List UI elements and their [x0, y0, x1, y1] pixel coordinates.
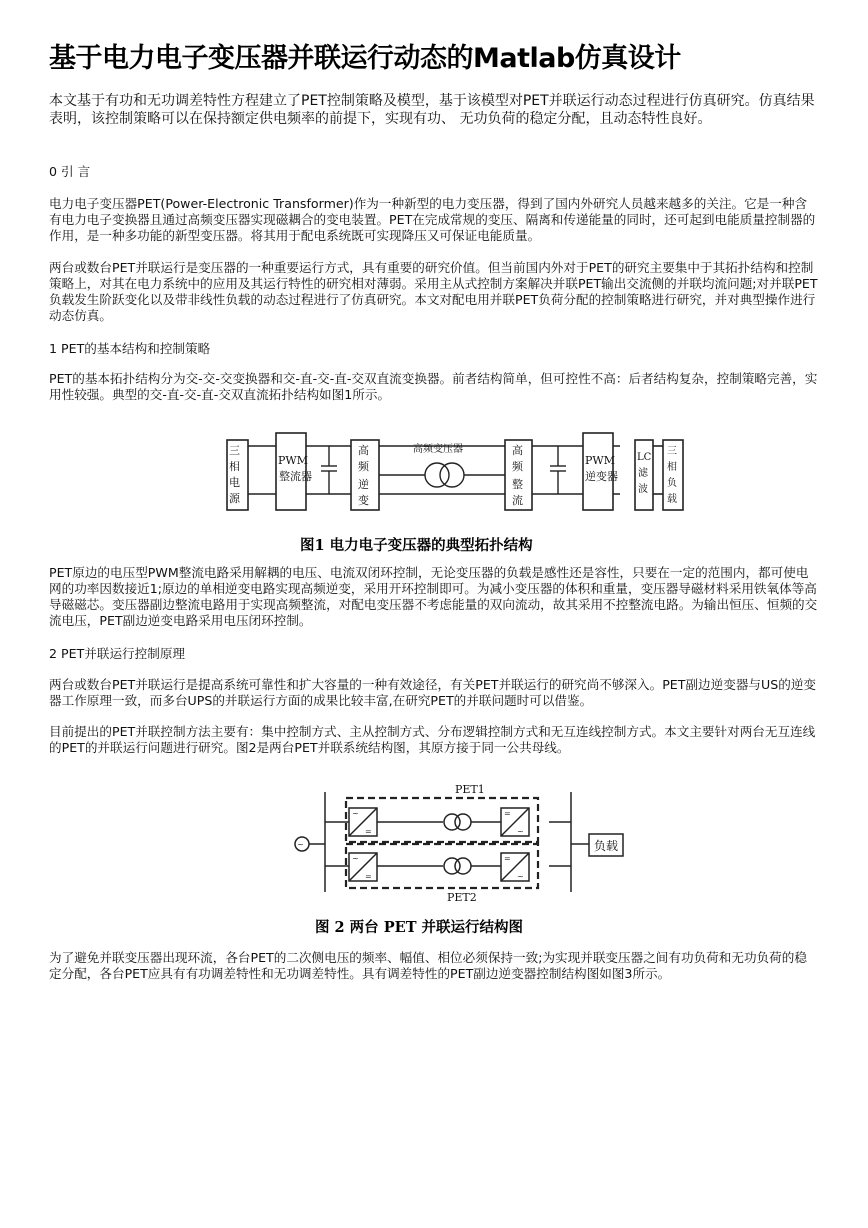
page-title: 基于电力电子变压器并联运行动态的Matlab仿真设计	[49, 43, 681, 74]
svg-text:电: 电	[229, 476, 240, 489]
svg-text:源: 源	[229, 492, 240, 505]
svg-text:PWM: PWM	[585, 454, 615, 467]
svg-text:~: ~	[297, 840, 304, 849]
svg-text:滤: 滤	[638, 468, 648, 479]
svg-text:PWM: PWM	[278, 454, 308, 467]
abstract: 本文基于有功和无功调差特性方程建立了PET控制策略及模型，基于该模型对PET并联运行动态过程进行仿真研究。仿真结果表明，该控制策略可以在保持额定供电频率的前提下，实现有功、 无功负荷的稳定分配，且动态特性良好。	[49, 93, 815, 127]
section2-heading: 2 PET并联运行控制原理	[49, 646, 186, 661]
svg-text:~: ~	[517, 827, 524, 836]
svg-text:~: ~	[352, 809, 359, 818]
svg-text:流: 流	[512, 494, 523, 507]
pet2-label: PET2	[447, 891, 477, 904]
intro-paragraph-2: 两台或数台PET并联运行是变压器的一种重要运行方式，具有重要的研究价值。但当前国内外对于PET的研究主要集中于其拓扑结构和控制策略上，对其在电力系统中的应用及其运行特性的研究相对薄弱。采用主从式控制方案解决并联PET输出交流侧的并联均流问题;对并联PET负载发生阶跃变化以及带非线性负载的动态过程进行了仿真研究。本文对配电用并联PET负荷分配的控制策略进行研究，并对典型操作进行动态仿真。	[49, 260, 818, 323]
svg-text:高: 高	[512, 444, 523, 457]
figure2-parallel-structure-diagram	[289, 780, 629, 904]
section2-paragraph-1: 两台或数台PET并联运行是提高系统可靠性和扩大容量的一种有效途径，有关PET并联运行的研究尚不够深入。PET副边逆变器与US的逆变器工作原理一致，而多台UPS的并联运行方面的成果比较丰富,在研究PET的并联问题时可以借鉴。	[49, 677, 817, 708]
svg-text:变: 变	[358, 494, 369, 507]
intro-heading: 0 引 言	[49, 164, 91, 179]
svg-text:逆: 逆	[358, 478, 369, 491]
pet1-label: PET1	[455, 783, 485, 796]
section1-paragraph-2: PET原边的电压型PWM整流电路采用解耦的电压、电流双闭环控制，无论变压器的负载是感性还是容性，只要在一定的范围内，都可使电网的功率因数接近1;原边的单相逆变电路实现高频逆变，采用开环控制即可。为减小变压器的体积和重量，变压器导磁材料采用铁氧体等高导磁磁芯。变压器副边整流电路用于实现高频整流，对配电变压器不考虑能量的双向流动，故其采用不控整流电路。为输出恒压、恒频的交流电压，PET副边逆变电路采用电压闭环控制。	[49, 565, 818, 628]
section2-paragraph-3: 为了避免并联变压器出现环流，各台PET的二次侧电压的频率、幅值、相位必须保持一致;为实现并联变压器之间有功负荷和无功负荷的稳定分配，各台PET应具有有功调差特性和无功调差特性。具有调差特性的PET副边逆变器控制结构图如图3所示。	[49, 950, 807, 981]
svg-text:=: =	[504, 854, 511, 863]
svg-text:~: ~	[352, 854, 359, 863]
svg-text:~: ~	[517, 872, 524, 881]
svg-text:频: 频	[512, 460, 523, 473]
svg-text:载: 载	[667, 494, 677, 505]
svg-text:高频变压器: 高频变压器	[413, 444, 463, 455]
svg-text:逆变器: 逆变器	[585, 470, 618, 483]
svg-text:=: =	[365, 872, 372, 881]
svg-text:=: =	[365, 827, 372, 836]
section1-paragraph-1: PET的基本拓扑结构分为交-交-交变换器和交-直-交-直-交双直流变换器。前者结构简单，但可控性不高：后者结构复杂，控制策略完善，实用性较强。典型的交-直-交-直-交双直流拓扑结构如图1所示。	[49, 371, 818, 402]
svg-text:三: 三	[667, 446, 677, 457]
figure1-output-blocks	[633, 430, 689, 520]
figure1-caption: 图1 电力电子变压器的典型拓扑结构	[300, 537, 533, 554]
svg-text:整流器: 整流器	[279, 470, 312, 483]
svg-text:高: 高	[358, 444, 369, 457]
section2-paragraph-2: 目前提出的PET并联控制方法主要有：集中控制方式、主从控制方式、分布逻辑控制方式和无互连线控制方式。本文主要针对两台无互连线的PET的并联运行问题进行研究。图2是两台PET并联系统结构图，其原方接于同一公共母线。	[49, 724, 816, 755]
intro-paragraph-1: 电力电子变压器PET(Power-Electronic Transformer)作为一种新型的电力变压器，得到了国内外研究人员越来越多的关注。它是一种含有电力电子变换器且通过高频变压器实现磁耦合的变电装置。PET在完成常规的变压、隔离和传递能量的同时，还可起到电能质量控制器的作用，是一种多功能的新型变压器。将其用于配电系统既可实现降压又可保证电能质量。	[49, 196, 816, 243]
svg-text:=: =	[504, 809, 511, 818]
figure2-caption: 图 2 两台 PET 并联运行结构图	[315, 919, 524, 936]
svg-text:相: 相	[229, 460, 240, 473]
svg-text:波: 波	[638, 484, 648, 495]
section1-heading: 1 PET的基本结构和控制策略	[49, 341, 211, 356]
load-label: 负载	[594, 839, 619, 853]
svg-text:LC: LC	[637, 452, 652, 463]
svg-text:相: 相	[667, 462, 677, 473]
figure1-topology-diagram	[224, 430, 644, 520]
svg-text:负: 负	[667, 478, 677, 489]
svg-text:整: 整	[512, 478, 523, 491]
svg-text:频: 频	[358, 460, 369, 473]
svg-text:三: 三	[229, 444, 240, 457]
